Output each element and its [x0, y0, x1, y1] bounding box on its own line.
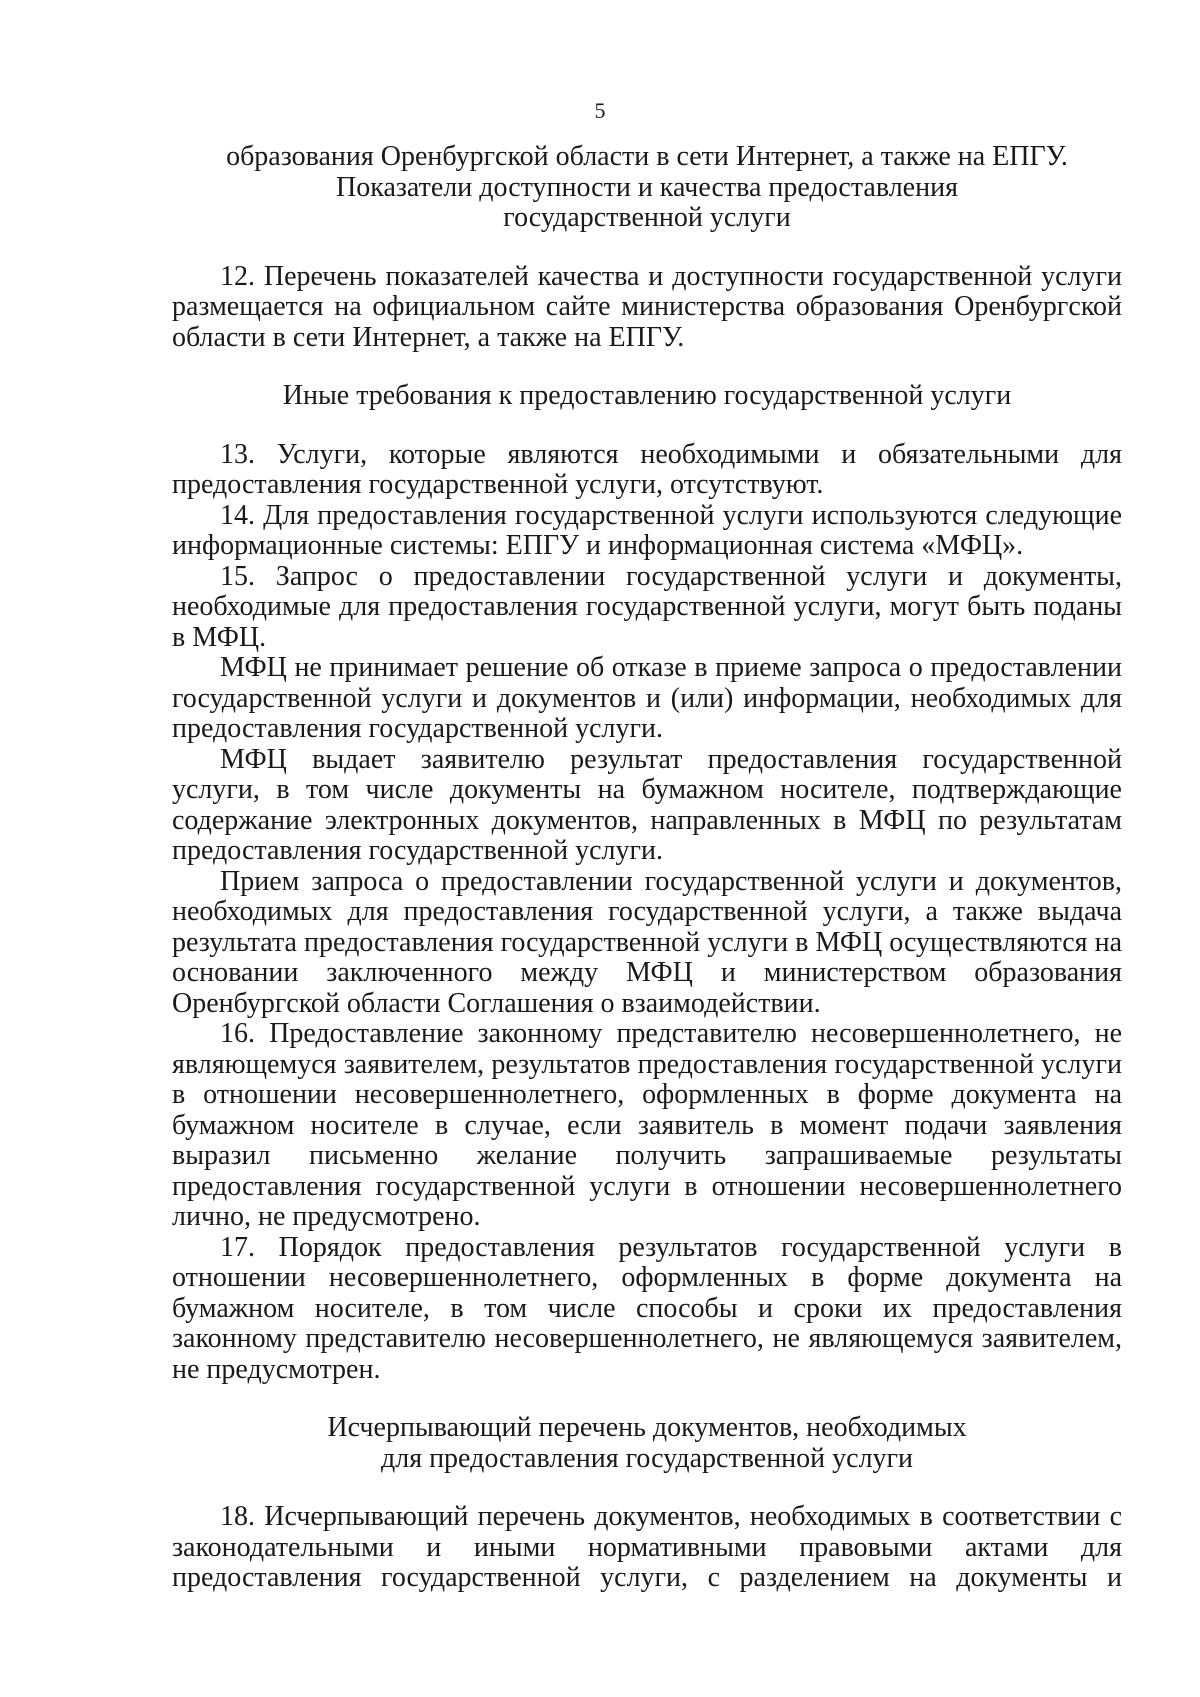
- section-heading-documents-list-line-2: для предоставления государственной услуги: [380, 1442, 914, 1474]
- intro-line: образования Оренбургской области в сети Интернет, а также на ЕПГУ.: [226, 141, 1068, 172]
- paragraph-15: 15. Запрос о предоставлении государственной услуги и документы, необходимые для предоставления государственной услуги, могут быть поданы в МФЦ.: [172, 560, 1122, 653]
- paragraph-18: 18. Исчерпывающий перечень документов, необходимых в соответствии с законодательными и иными нормативными правовыми актами для предоставления государственной услуги, с разделением на документы и: [172, 1501, 1122, 1593]
- section-heading-other-requirements: Иные требования к предоставлению государственной услуги: [282, 380, 1012, 411]
- spacer: [172, 1474, 1122, 1502]
- spacer: [172, 234, 1122, 262]
- spacer: [172, 412, 1122, 440]
- paragraph-13: 13. Услуги, которые являются необходимыми и обязательными для предоставления государственной услуги, отсутствуют.: [172, 438, 1122, 500]
- paragraph-12: 12. Перечень показателей качества и доступности государственной услуги размещается на официальном сайте министерства образования Оренбургской области в сети Интернет, а также на ЕПГУ.: [172, 260, 1122, 353]
- section-heading-quality-line-2: государственной услуги: [503, 202, 791, 233]
- spacer: [172, 353, 1122, 381]
- paragraph-15-mfc-no-refusal: МФЦ не принимает решение об отказе в приеме запроса о предоставлении государственной услуги и документов и (или) информации, необходимых для предоставления государственной услуги.: [172, 652, 1122, 744]
- page-number: 5: [594, 98, 606, 123]
- paragraph-17: 17. Порядок предоставления результатов государственной услуги в отношении несовершеннолетнего, оформленных в форме документа на бумажном носителе, в том числе способы и сроки их предоставления законному представителю несовершеннолетнего, не являющемуся заявителем, не предусмотрен.: [172, 1231, 1122, 1385]
- paragraph-15-agreement: Прием запроса о предоставлении государственной услуги и документов, необходимых для предоставления государственной услуги, а также выдача результата предоставления государственной услуги в МФЦ осуществляются на основании заключенного между МФЦ и министерством образования Оренбургской области Соглашения о взаимодействии.: [172, 865, 1122, 1019]
- paragraph-14: 14. Для предоставления государственной услуги используются следующие информационные системы: ЕПГУ и информационная система «МФЦ».: [172, 499, 1122, 561]
- section-heading-quality-line-1: Показатели доступности и качества предоставления: [336, 171, 958, 203]
- paragraph-15-mfc-issues-result: МФЦ выдает заявителю результат предоставления государственной услуги, в том числе документы на бумажном носителе, подтверждающие содержание электронных документов, направленных в МФЦ по результатам предоставления государственной услуги.: [172, 743, 1122, 866]
- section-heading-documents-list-line-1: Исчерпывающий перечень документов, необходимых: [327, 1412, 967, 1443]
- document-body: [172, 142, 1122, 1594]
- paragraph-16: 16. Предоставление законному представителю несовершеннолетнего, не являющемуся заявителем, результатов предоставления государственной услуги в отношении несовершеннолетнего, оформленных в форме документа на бумажном носителе в случае, если заявитель в момент подачи заявления выразил письменно желание получить запрашиваемые результаты предоставления государственной услуги в отношении несовершеннолетнего лично, не предусмотрено.: [172, 1018, 1122, 1232]
- spacer: [172, 1385, 1122, 1413]
- section-heading-documents-list: [172, 1413, 1122, 1474]
- section-heading-quality: [172, 173, 1122, 234]
